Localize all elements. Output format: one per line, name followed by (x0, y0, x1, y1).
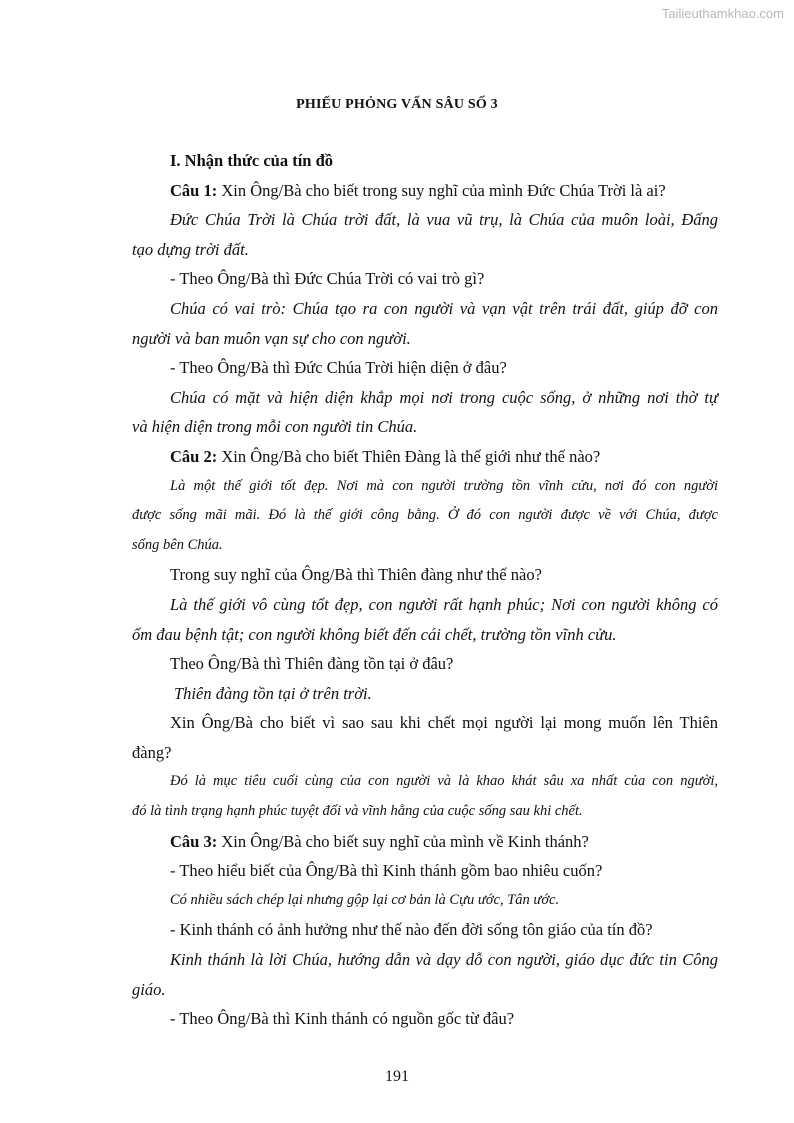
question-text: Xin Ông/Bà cho biết suy nghĩ của mình về Kinh thánh? (217, 831, 589, 851)
sub-question: - Theo Ông/Bà thì Đức Chúa Trời có vai trò gì? (170, 269, 485, 289)
sub-question: Theo Ông/Bà thì Thiên đàng tồn tại ở đâu? (170, 654, 454, 674)
answer-line: Là thế giới vô cùng tốt đẹp, con người rất hạnh phúc; Nơi con người không có (170, 594, 718, 614)
document-body (132, 146, 718, 1034)
answer-line: ốm đau bệnh tật; con người không biết đến cái chết, trường tồn vĩnh cửu. (132, 624, 617, 644)
question-2 (132, 442, 718, 472)
answer-line: sống bên Chúa. (132, 536, 223, 553)
sub-question: - Theo hiểu biết của Ông/Bà thì Kinh thánh gồm bao nhiêu cuốn? (170, 861, 603, 881)
answer-line: người và ban muôn vạn sự cho con người. (132, 328, 411, 348)
sub-question: - Theo Ông/Bà thì Kinh thánh có nguồn gốc từ đâu? (170, 1009, 515, 1029)
answer-line: Đức Chúa Trời là Chúa trời đất, là vua vũ trụ, là Chúa của muôn loài, Đấng (170, 210, 718, 230)
page-title: PHIẾU PHỎNG VẤN SÂU SỐ 3 (296, 97, 498, 112)
sub-question: - Kinh thánh có ảnh hưởng như thế nào đến đời sống tôn giáo của tín đồ? (170, 920, 653, 940)
answer-line: và hiện diện trong mỗi con người tin Chúa. (132, 417, 418, 437)
question-text: Xin Ông/Bà cho biết trong suy nghĩ của mình Đức Chúa Trời là ai? (217, 180, 666, 200)
sub-question-continued: đàng? (132, 742, 172, 762)
question-1 (132, 176, 718, 206)
answer-line: giáo. (132, 979, 166, 999)
answer-line: Là một thế giới tốt đẹp. Nơi mà con người trường tồn vĩnh cửu, nơi đó con người (170, 477, 718, 494)
answer-line: Thiên đàng tồn tại ở trên trời. (174, 683, 372, 703)
question-text: Xin Ông/Bà cho biết Thiên Đàng là thế giới như thế nào? (217, 446, 601, 466)
answer-line: Đó là mục tiêu cuối cùng của con người và là khao khát sâu xa nhất của con người, (170, 773, 718, 790)
sub-question: - Theo Ông/Bà thì Đức Chúa Trời hiện diện ở đâu? (170, 358, 507, 378)
sub-question: Xin Ông/Bà cho biết vì sao sau khi chết mọi người lại mong muốn lên Thiên (170, 713, 718, 733)
answer-line: Kinh thánh là lời Chúa, hướng dẫn và dạy dỗ con người, giáo dục đức tin Công (170, 950, 718, 970)
watermark: Tailieuthamkhao.com (661, 6, 784, 21)
answer-line: Chúa có vai trò: Chúa tạo ra con người và vạn vật trên trái đất, giúp đỡ con (170, 298, 718, 318)
section-heading: I. Nhận thức của tín đồ (170, 151, 334, 170)
answer-line: Có nhiều sách chép lại nhưng gộp lại cơ bản là Cựu ước, Tân ước. (170, 891, 560, 908)
answer-line: được sống mãi mãi. Đó là thế giới công bằng. Ở đó con người được về với Chúa, được (132, 507, 718, 524)
answer-line: tạo dựng trời đất. (132, 239, 249, 259)
page-number: 191 (385, 1068, 409, 1085)
question-3 (132, 827, 718, 857)
answer-line: đó là tình trạng hạnh phúc tuyệt đối và vĩnh hằng của cuộc sống sau khi chết. (132, 803, 583, 820)
question-label: Câu 1: (170, 180, 218, 200)
question-label: Câu 2: (170, 446, 218, 466)
sub-question: Trong suy nghĩ của Ông/Bà thì Thiên đàng như thế nào? (170, 565, 542, 585)
answer-line: Chúa có mặt và hiện diện khắp mọi nơi trong cuộc sống, ở những nơi thờ tự (170, 387, 718, 407)
question-label: Câu 3: (170, 831, 218, 851)
